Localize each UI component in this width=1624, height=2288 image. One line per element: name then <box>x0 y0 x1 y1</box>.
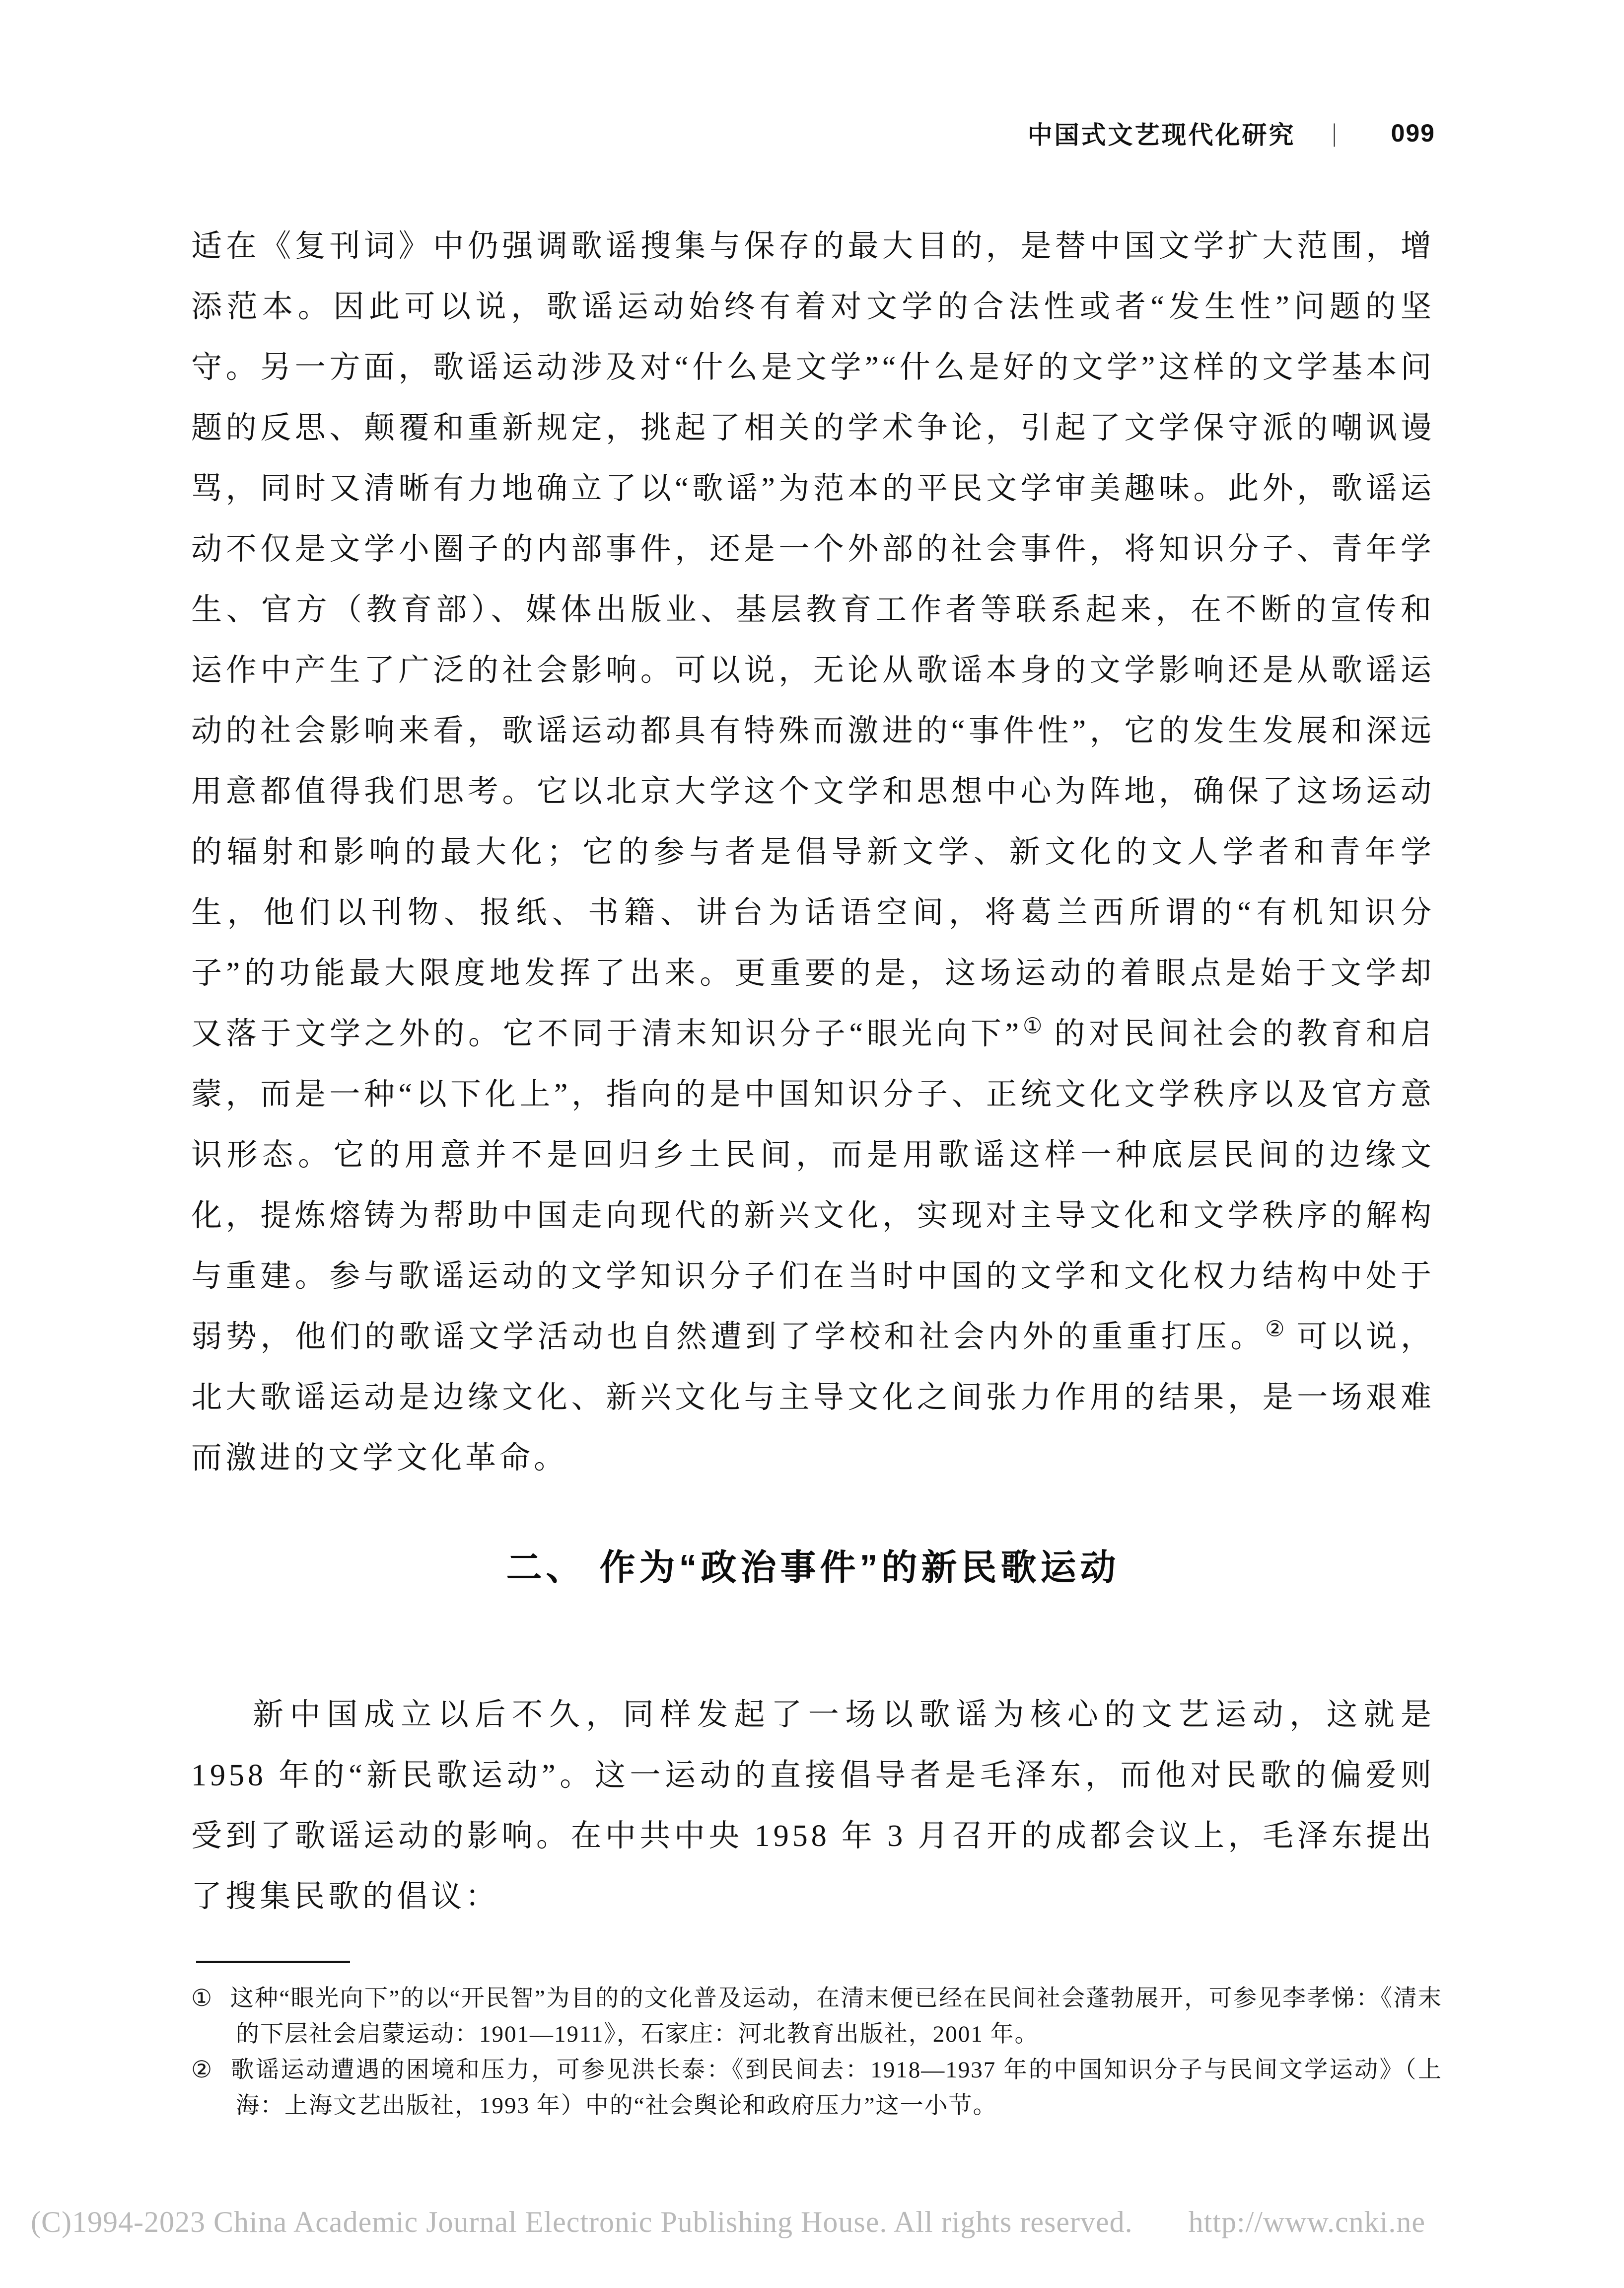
paragraph-new-folk-song: 新中国成立以后不久，同样发起了一场以歌谣为核心的文艺运动，这就是 1958 年的“新民歌运动”。这一运动的直接倡导者是毛泽东，而他对民歌的偏爱则受到了歌谣运动的影响。在中共中央 1958 年 3 月召开的成都会议上，毛泽东提出了搜集民歌的倡议： <box>191 1698 1435 1914</box>
page-number: 099 <box>1391 119 1435 147</box>
footnote-item-1 <box>191 1981 1442 2052</box>
article-body <box>191 216 1435 1927</box>
footnote-2-text: 歌谣运动遭遇的困境和压力，可参见洪长泰：《到民间去：1918—1937 年的中国知识分子与民间文学运动》（上海：上海文艺出版社，1993 年）中的“社会舆论和政府压力”这一小节。 <box>230 2057 1442 2119</box>
paragraph-ballad-movement <box>191 216 1435 1488</box>
footnote-divider-rule <box>196 1961 350 1963</box>
running-header <box>1028 115 1435 151</box>
paragraph1-part3: 可以说，北大歌谣运动是边缘文化、新兴文化与主导文化之间张力作用的结果，是一场艰难而激进的文学文化革命。 <box>191 1320 1435 1475</box>
header-divider-bar: | <box>1332 119 1337 147</box>
footnote-item-2 <box>191 2052 1442 2124</box>
footnote-ref-1: ① <box>1022 1014 1043 1038</box>
paragraph1-part2: 的对民间社会的教育和启蒙，而是一种“以下化上”，指向的是中国知识分子、正统文化文学秩序以及官方意识形态。它的用意并不是回归乡土民间，而是用歌谣这样一种底层民间的边缘文化，提炼熔铸为帮助中国走向现代的新兴文化，实现对主导文化和文学秩序的解构与重建。参与歌谣运动的文学知识分子们在当时中国的文学和文化权力结构中处于弱势，他们的歌谣文学活动也自然遭到了学校和社会内外的重重打压。 <box>191 1017 1435 1354</box>
footnote-2-marker: ② <box>191 2057 214 2083</box>
cnki-url-text: http://www.cnki.ne <box>1188 2206 1425 2238</box>
footnote-ref-2: ② <box>1265 1317 1285 1341</box>
copyright-text: (C)1994-2023 China Academic Journal Electronic Publishing House. All rights reserved. <box>31 2206 1133 2238</box>
footnote-list <box>191 1981 1442 2124</box>
paragraph1-part1: 适在《复刊词》中仍强调歌谣搜集与保存的最大目的，是替中国文学扩大范围，增添范本。因此可以说，歌谣运动始终有着对文学的合法性或者“发生性”问题的坚守。另一方面，歌谣运动涉及对“什么是文学”“什么是好的文学”这样的文学基本问题的反思、颠覆和重新规定，挑起了相关的学术争论，引起了文学保守派的嘲讽谩骂，同时又清晰有力地确立了以“歌谣”为范本的平民文学审美趣味。此外，歌谣运动不仅是文学小圈子的内部事件，还是一个外部的社会事件，将知识分子、青年学生、官方（教育部）、媒体出版业、基层教育工作者等联系起来，在不断的宣传和运作中产生了广泛的社会影响。可以说，无论从歌谣本身的文学影响还是从歌谣运动的社会影响来看，歌谣运动都具有特殊而激进的“事件性”，它的发生发展和深远用意都值得我们思考。它以北京大学这个文学和思想中心为阵地，确保了这场运动的辐射和影响的最大化；它的参与者是倡导新文学、新文化的文人学者和青年学生，他们以刊物、报纸、书籍、讲台为话语空间，将葛兰西所谓的“有机知识分子”的功能最大限度地发挥了出来。更重要的是，这场运动的着眼点是始于文学却又落于文学之外的。它不同于清末知识分子“眼光向下” <box>191 229 1435 1051</box>
footnote-1-text: 这种“眼光向下”的以“开民智”为目的的文化普及运动，在清末便已经在民间社会蓬勃展开，可参见李孝悌：《清末的下层社会启蒙运动：1901—1911》，石家庄：河北教育出版社，2001 年。 <box>230 1986 1442 2047</box>
footnote-1-marker: ① <box>191 1986 213 2011</box>
journal-section-title: 中国式文艺现代化研究 <box>1027 121 1296 149</box>
copyright-watermark <box>31 2205 1425 2239</box>
section-heading: 二、 作为“政治事件”的新民歌运动 <box>506 1548 1120 1588</box>
